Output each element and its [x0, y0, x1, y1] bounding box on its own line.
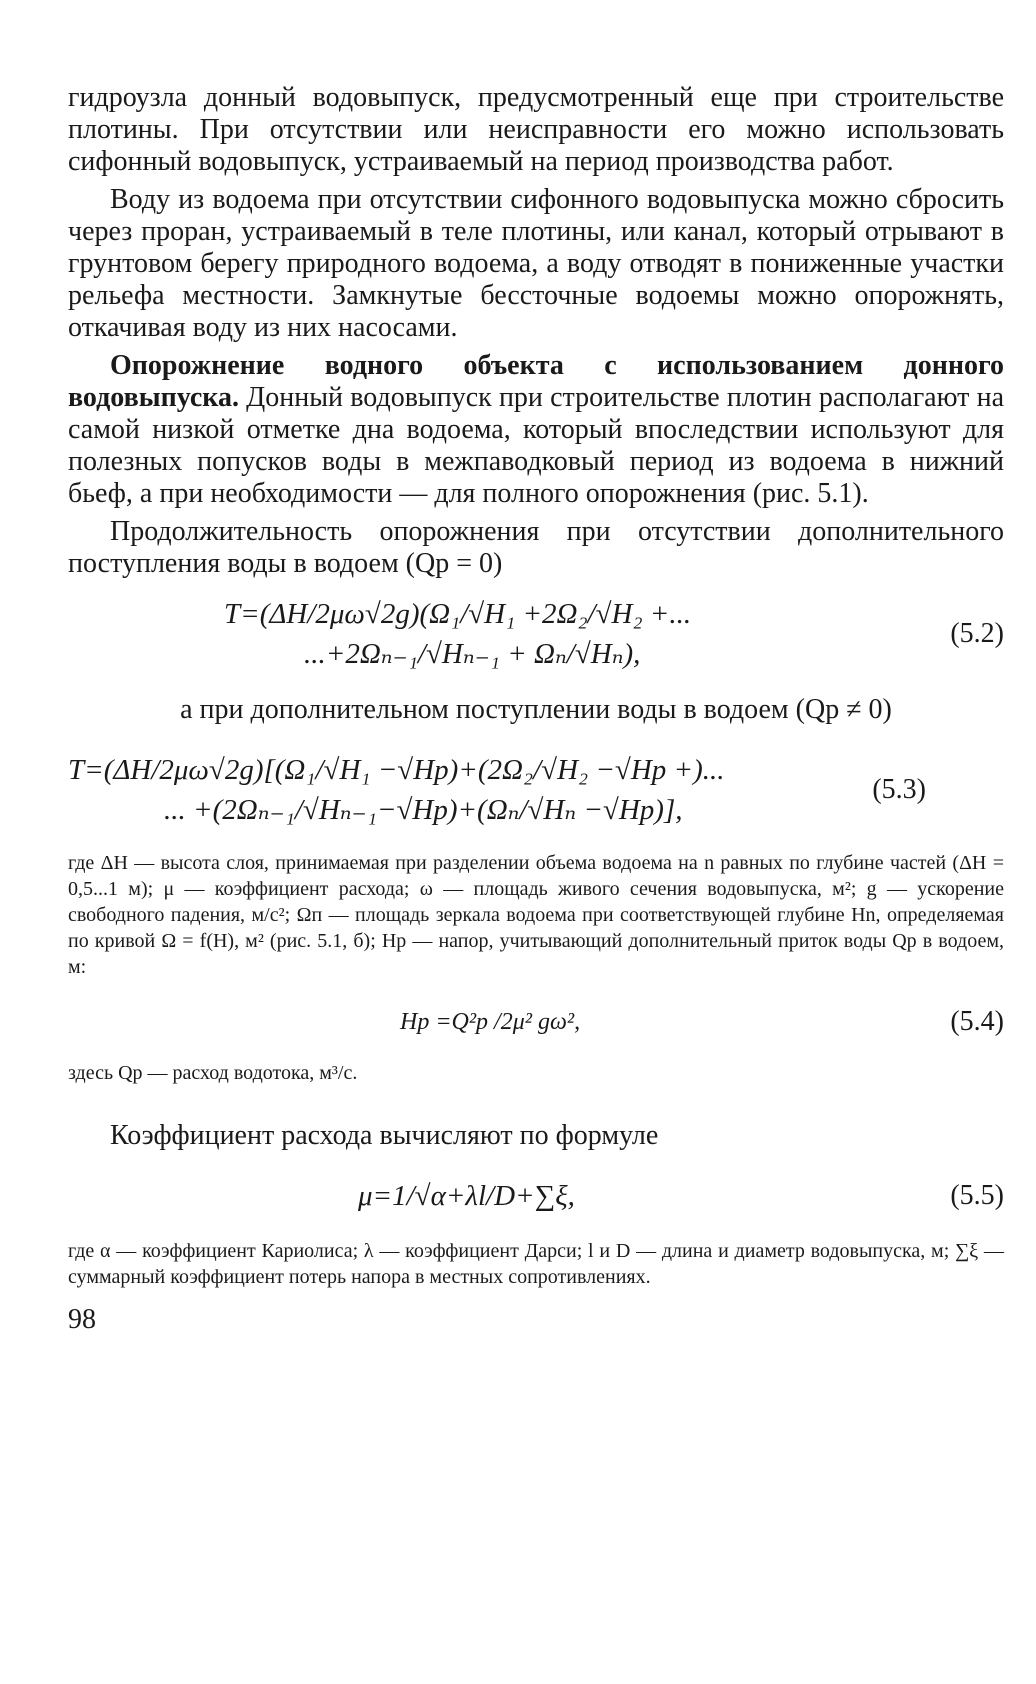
formula-5-4 — [68, 1002, 1004, 1046]
page-content — [68, 82, 1004, 1336]
paragraph-3 — [68, 350, 1004, 510]
page-number: 98 — [68, 1304, 96, 1335]
equation-number-5-2: (5.2) — [950, 618, 1004, 649]
section-heading: Опорожнение водного объекта с использованием донного водовыпуска. — [68, 350, 1004, 413]
paragraph-5: а при дополнительном поступлении воды в водоем (Qр ≠ 0) — [180, 694, 892, 725]
paragraph-1: гидроузла донный водовыпуск, предусмотренный еще при строительстве плотины. При отсутствии или неисправности его можно использовать сифонный водовыпуск, устраиваемый на период производства работ. — [68, 82, 1004, 177]
paragraph-6: Коэффициент расхода вычисляют по формуле — [110, 1120, 659, 1151]
formula-5-5 — [68, 1176, 1004, 1220]
note-qp: здесь Qр — расход водотока, м³/с. — [68, 1062, 358, 1084]
note-coefficients: где α — коэффициент Кариолиса; λ — коэффициент Дарси; l и D — длина и диаметр водовыпуска, м; ∑ξ — суммарный коэффициент потерь напора в местных сопротивлениях. — [68, 1240, 1004, 1288]
formula-5-3 — [68, 750, 1004, 830]
equation-number-5-3: (5.3) — [872, 774, 926, 805]
formula-5-5-expression: μ=1/√α+λl/D+∑ξ, — [358, 1180, 575, 1212]
formula-5-3-line-2: ... +(2Ωₙ₋₁/√Hₙ₋₁−√Hр)+(Ωₙ/√Hₙ −√Hр)], — [164, 794, 683, 826]
paragraph-3-body: Донный водовыпуск при строительстве плотин располагают на самой низкой отметке дна водоема, который впоследствии используют для полезных попусков воды в межпаводковый период из водоема в нижний бьеф, а при необходимости — для полного опорожнения (рис. 5.1). — [68, 382, 1004, 509]
paragraph-4: Продолжительность опорожнения при отсутствии дополнительного поступления воды в водоем (Qр = 0) — [68, 516, 1004, 579]
formula-5-2 — [68, 594, 1004, 674]
formula-5-4-expression: Hр =Q²р /2μ² gω², — [400, 1009, 581, 1035]
formula-5-2-line-2: ...+2Ωₙ₋₁/√Hₙ₋₁ + Ωₙ/√Hₙ), — [304, 638, 641, 670]
formula-5-3-line-1: T=(ΔH/2μω√2g)[(Ω₁/√H₁ −√Hр)+(2Ω₂/√H₂ −√Hр +)... — [68, 754, 725, 786]
note-variables: где ΔH — высота слоя, принимаемая при разделении объема водоема на n равных по глубине частей (ΔH = 0,5...1 м); μ — коэффициент расхода; ω — площадь живого сечения водовыпуска, м²; g — ускорение свободного падения, м/с²; Ωп — площадь зеркала водоема при соответствующей глубине Hn, определяемая по кривой Ω = f(H), м² (рис. 5.1, б); Hp — напор, учитывающий дополнительный приток воды Qp в водоем, м: — [68, 852, 1004, 978]
paragraph-2: Воду из водоема при отсутствии сифонного водовыпуска можно сбросить через проран, устраиваемый в теле плотины, или канал, который отрывают в грунтовом берегу природного водоема, а воду отводят в пониженные участки рельефа местности. Замкнутые бессточные водоемы можно опорожнять, откачивая воду из них насосами. — [68, 184, 1004, 343]
equation-number-5-5: (5.5) — [950, 1180, 1004, 1211]
equation-number-5-4: (5.4) — [950, 1006, 1004, 1037]
formula-5-2-line-1: T=(ΔH/2μω√2g)(Ω₁/√H₁ +2Ω₂/√H₂ +... — [224, 598, 692, 630]
